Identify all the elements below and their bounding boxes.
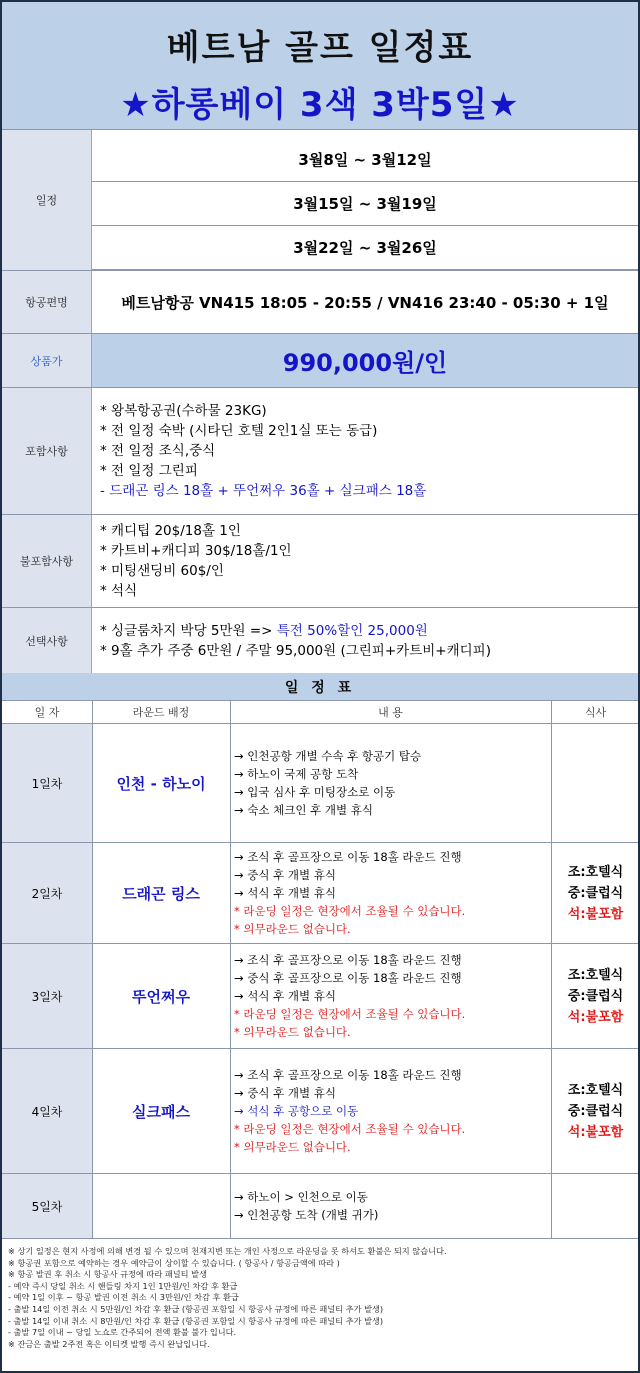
table-row: [2, 944, 640, 1048]
day-label: 4일차: [2, 1049, 92, 1173]
excluded-label: 불포함사항: [2, 515, 92, 607]
optional-item-single-room: * 싱글룸차지 박당 5만원 => 특전 50%할인 25,000원: [100, 622, 428, 639]
round-name: [92, 1174, 230, 1238]
included-item: * 전 일정 그린피: [100, 463, 198, 479]
included-courses: - 드래곤 링스 18홀 + 뚜언쩌우 36홀 + 실크패스 18홀: [100, 483, 427, 499]
day-content: → 인천공항 개별 수속 후 항공기 탑승 → 하노이 국제 공항 도착 → 입국 심사 후 미팅장소로 이동 → 숙소 체크인 후 개별 휴식: [234, 749, 422, 817]
excluded-item: * 캐디팁 20$/18홀 1인: [100, 523, 241, 539]
optional-list: [92, 608, 638, 673]
schedule-table-header: 일 정 표: [2, 673, 638, 701]
date-row-1: 3월8일 ~ 3월12일: [92, 138, 638, 182]
table-row: [2, 724, 640, 842]
included-item: * 전 일정 숙박 (시타딘 호텔 2인1실 또는 동급): [100, 423, 378, 439]
round-name: 인천 - 하노이: [116, 774, 206, 793]
included-item: * 왕복항공권(수하물 23KG): [100, 403, 267, 419]
col-meals: 식사: [584, 706, 607, 719]
day-content: → 조식 후 골프장으로 이동 18홀 라운드 진행 → 중식 후 개별 휴식 → 석식 후 공항으로 이동 * 라운딩 일정은 현장에서 조율될 수 있습니다. * 의무라운드 없습니다.: [234, 1068, 466, 1154]
col-round: 라운드 배정: [132, 706, 190, 719]
included-list: [92, 388, 638, 514]
table-row: [2, 1049, 640, 1173]
date-row-3: 3월22일 ~ 3월26일: [92, 226, 638, 270]
col-content: 내 용: [378, 706, 403, 719]
meals: 조:호텔식 중:클럽식 석:불포함: [567, 864, 624, 922]
meals: 조:호텔식 중:클럽식 석:불포함: [567, 967, 624, 1025]
meals: [551, 724, 640, 842]
day-content: → 조식 후 골프장으로 이동 18홀 라운드 진행 → 중식 후 골프장으로 이동 18홀 라운드 진행 → 석식 후 개별 휴식 * 라운딩 일정은 현장에서 조율될 수 있습니다. * 의무라운드 없습니다.: [234, 953, 466, 1039]
flight-label: 항공편명: [2, 271, 92, 333]
optional-item-extra-holes: * 9홀 추가 주중 6만원 / 주말 95,000원 (그린피+카트비+캐디피): [100, 642, 491, 659]
round-name: 뚜언쩌우: [132, 987, 190, 1006]
day-label: 2일차: [2, 843, 92, 943]
price-value: 990,000원/인: [92, 334, 638, 387]
footer-notes: ※ 상기 일정은 현지 사정에 의해 변경 될 수 있으며 천재지변 또는 개인 사정으로 라운딩을 못 하셔도 환불은 되지 않습니다. ※ 항공권 포함으로 예약하는 경우 예약금이 상이할 수 있습니다. ( 항공사 / 항공금액에 따라 ) ※ 항공 발권 후 취소 시 항공사 규정에 따라 패널티 발생 - 예약 즉시 당일 취소 시 핸들링 차지 1인 1만원/인 차감 후 환급 - 예약 1일 이후 ~ 항공 발권 이전 취소 시 3만원/인 차감 후 환급 - 출발 14일 이전 취소 시 5만원/인 차감 후 환급 (항공권 포함일 시 항공사 규정에 따른 패널티 추가 발생) - 출발 14일 이내 취소 시 8만원/인 차감 후 환급 (항공권 포함일 시 항공사 규정에 따른 패널티 추가 발생) - 출발 7일 이내 ~ 당일 노쇼로 간주되어 전액 환불 불가 입니다. ※ 잔금은 출발 2주전 혹은 이티켓 발행 즉시 완납입니다.: [8, 1246, 447, 1349]
sub-title: ★하롱베이 3색 3박5일★: [120, 85, 520, 125]
day-label: 1일차: [2, 724, 92, 842]
included-item: * 전 일정 조식,중식: [100, 443, 216, 459]
price-label: 상품가: [2, 334, 92, 387]
day-label: 3일차: [2, 944, 92, 1048]
main-title: 베트남 골프 일정표: [166, 28, 474, 68]
flight-info: 베트남항공 VN415 18:05 - 20:55 / VN416 23:40 - 05:30 + 1일: [121, 293, 609, 312]
col-day: 일 자: [34, 706, 60, 719]
day-label: 5일차: [2, 1174, 92, 1238]
table-row: [2, 1174, 640, 1238]
excluded-item: * 카트비+캐디피 30$/18홀/1인: [100, 543, 292, 559]
excluded-item: * 미팅샌딩비 60$/인: [100, 563, 224, 579]
discount-highlight: 특전 50%할인 25,000원: [276, 622, 428, 639]
meals: [551, 1174, 640, 1238]
optional-label: 선택사항: [2, 608, 92, 673]
title-area: [2, 2, 638, 130]
column-headers: [2, 701, 638, 723]
table-row: [2, 843, 640, 943]
round-name: 실크패스: [132, 1102, 190, 1121]
excluded-item: * 석식: [100, 583, 138, 599]
included-label: 포함사항: [2, 388, 92, 514]
day-content: → 하노이 > 인천으로 이동 → 인천공항 도착 (개별 귀가): [234, 1190, 379, 1222]
day-content: → 조식 후 골프장으로 이동 18홀 라운드 진행 → 중식 후 개별 휴식 → 석식 후 개별 휴식 * 라운딩 일정은 현장에서 조율될 수 있습니다. * 의무라운드 없습니다.: [234, 850, 466, 936]
meals: 조:호텔식 중:클럽식 석:불포함: [567, 1082, 624, 1140]
schedule-label: 일정: [2, 130, 92, 270]
round-name: 드래곤 링스: [122, 884, 200, 903]
date-row-2: 3월15일 ~ 3월19일: [92, 182, 638, 226]
excluded-list: [92, 515, 638, 607]
